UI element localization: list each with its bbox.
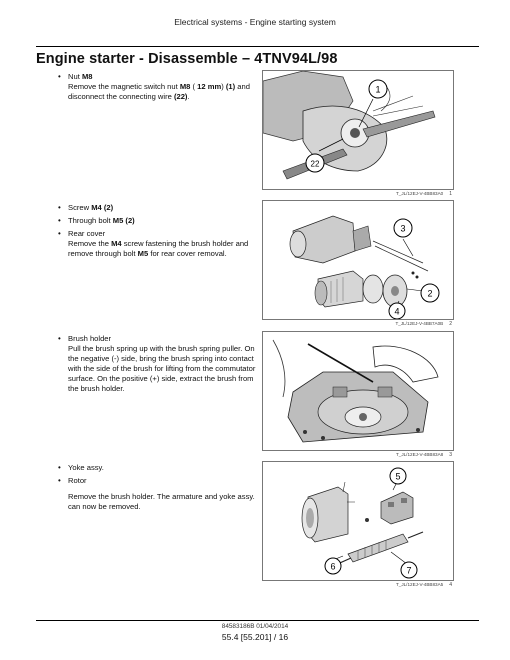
callout-1: 1 (375, 84, 381, 95)
list-item: • Screw M4 (2) (58, 203, 263, 213)
callout-4: 4 (394, 306, 400, 317)
starter-nut-illustration (263, 71, 453, 189)
callout-3: 3 (400, 223, 406, 234)
figure-3 (262, 331, 454, 451)
list-item (58, 72, 263, 102)
callout-6: 6 (330, 561, 336, 572)
running-head: Electrical systems - Engine starting system (174, 17, 336, 27)
callout-22: 22 (310, 159, 320, 169)
figure-2-caption: T_JL/12EJ-V-4BB7A0B 2 (395, 321, 452, 327)
footer-doc-id: 84583186B 01/04/2014 (221, 623, 289, 630)
figure-1 (262, 70, 454, 190)
list-item: • Yoke assy. (58, 463, 263, 473)
section-3-text (58, 334, 263, 397)
figure-2 (262, 200, 454, 320)
item-bold: M8 (81, 72, 93, 81)
callout-2: 2 (427, 288, 433, 299)
title-rule (36, 46, 479, 47)
callout-5: 5 (395, 471, 401, 482)
list-item: • Rotor (58, 476, 263, 486)
brush-holder-illustration (263, 332, 453, 450)
yoke-rotor-illustration (263, 462, 453, 580)
figure-1-caption: T_JL/12EJ-V-4BB83A0 1 (395, 191, 452, 197)
section-4-note: Remove the brush holder. The armature and yoke assy. can now be removed. (68, 492, 255, 511)
item-desc: Remove the magnetic switch nut M8 ( 12 mm) (1) and disconnect the connecting wire (22). (68, 82, 250, 101)
list-item: • Brush holder Pull the brush spring up with the brush spring puller. On the negative (-) side, bring the brush spring into contact with the side of the brush for lifting from the commutator surface. On the positive (+) side, extract the brush from the brush holder. (58, 334, 263, 394)
footer-page-number: 55.4 [55.201] / 16 (221, 632, 289, 642)
section-2-text (58, 203, 263, 262)
item-label: Nut (68, 72, 80, 81)
figure-3-caption: T_JL/12EJ-V-4BB83A8 3 (395, 452, 452, 458)
list-item: • Rear cover Remove the M4 screw fastening the brush holder and remove through bolt M5 for rear cover removal. (58, 229, 263, 259)
page-title: Engine starter - Disassemble – 4TNV94L/98 (36, 51, 338, 67)
figure-4 (262, 461, 454, 581)
section-1-text (58, 72, 263, 105)
list-item: • Through bolt M5 (2) (58, 216, 263, 226)
figure-4-caption: T_JL/12EJ-V-4BB83A5 4 (395, 582, 452, 588)
rear-cover-illustration (263, 201, 453, 319)
section-4-text (58, 463, 263, 512)
callout-7: 7 (406, 565, 412, 576)
footer-rule (36, 620, 479, 621)
